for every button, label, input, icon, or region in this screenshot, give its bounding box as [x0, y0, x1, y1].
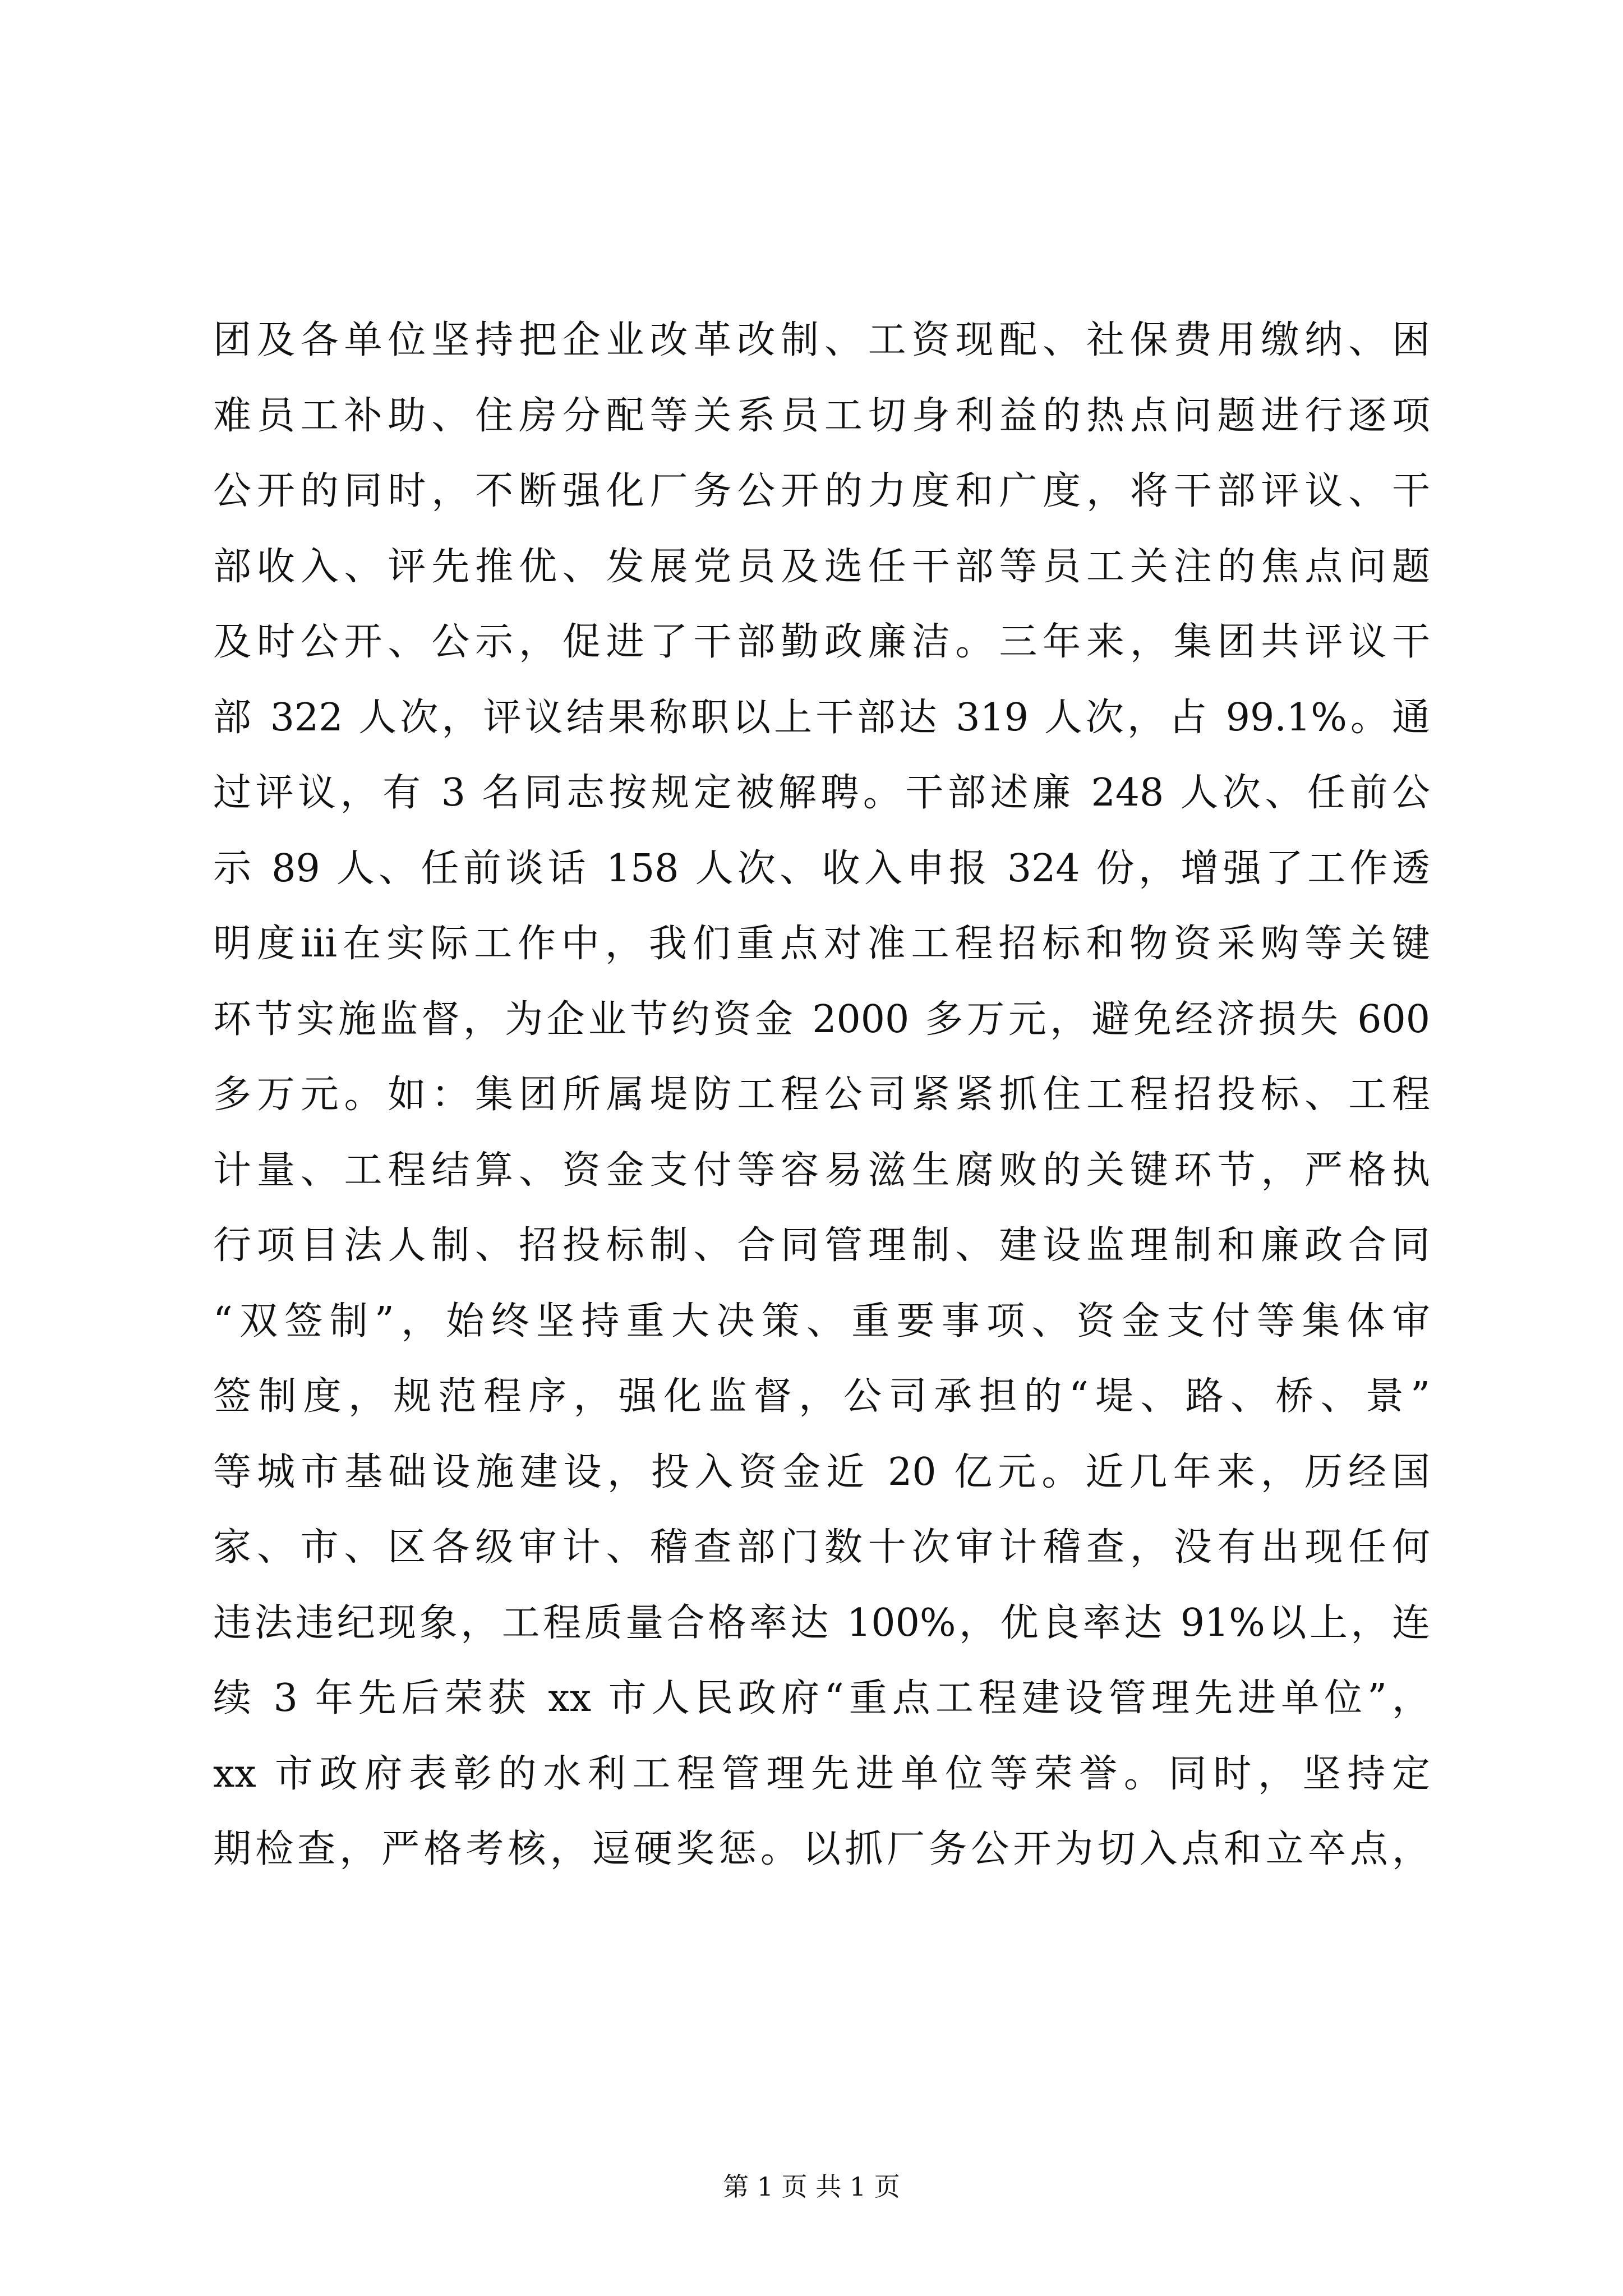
text-line: 等城市基础设施建设，投入资金近 20 亿元。近几年来，历经国 — [213, 1450, 1430, 1494]
text-line: 团及各单位坚持把企业改革改制、工资现配、社保费用缴纳、困 — [213, 318, 1430, 362]
text-line: 及时公开、公示，促进了干部勤政廉洁。三年来，集团共评议干 — [213, 620, 1430, 664]
text-line: 明度ⅲ在实际工作中，我们重点对准工程招标和物资采购等关键 — [213, 922, 1430, 966]
text-line: 违法违纪现象，工程质量合格率达 100%，优良率达 91%以上，连 — [213, 1600, 1430, 1645]
text-line: 计量、工程结算、资金支付等容易滋生腐败的关键环节，严格执 — [213, 1148, 1430, 1193]
text-line: 环节实施监督，为企业节约资金 2000 多万元，避免经济损失 600 — [213, 997, 1430, 1042]
text-line: 签制度，规范程序，强化监督，公司承担的“堤、路、桥、景” — [213, 1374, 1430, 1419]
text-line: 公开的同时，不断强化厂务公开的力度和广度，将干部评议、干 — [213, 469, 1430, 513]
text-line: 续 3 年先后荣获 xx 市人民政府“重点工程建设管理先进单位”， — [213, 1676, 1430, 1720]
text-line: 期检查，严格考核，逗硬奖惩。以抓厂务公开为切入点和立卒点， — [213, 1827, 1430, 1871]
text-line: 过评议，有 3 名同志按规定被解聘。干部述廉 248 人次、任前公 — [213, 771, 1430, 815]
text-line: 行项目法人制、招投标制、合同管理制、建设监理制和廉政合同 — [213, 1223, 1430, 1268]
page-footer: 第 1 页 共 1 页 — [723, 2171, 900, 2202]
text-line: 多万元。如：集团所属堤防工程公司紧紧抓住工程招投标、工程 — [213, 1073, 1430, 1117]
text-line: 部 322 人次，评议结果称职以上干部达 319 人次，占 99.1%。通 — [213, 695, 1430, 740]
text-line: 难员工补助、住房分配等关系员工切身利益的热点问题进行逐项 — [213, 393, 1430, 438]
text-line: 示 89 人、任前谈话 158 人次、收入申报 324 份，增强了工作透 — [213, 846, 1430, 891]
text-line: 部收入、评先推优、发展党员及选任干部等员工关注的焦点问题 — [213, 544, 1430, 589]
text-line: 家、市、区各级审计、稽查部门数十次审计稽查，没有出现任何 — [213, 1525, 1430, 1570]
text-line: xx 市政府表彰的水利工程管理先进单位等荣誉。同时，坚持定 — [213, 1751, 1430, 1796]
body-paragraph — [213, 303, 1430, 1888]
text-line: “双签制”，始终坚持重大决策、重要事项、资金支付等集体审 — [213, 1299, 1430, 1343]
